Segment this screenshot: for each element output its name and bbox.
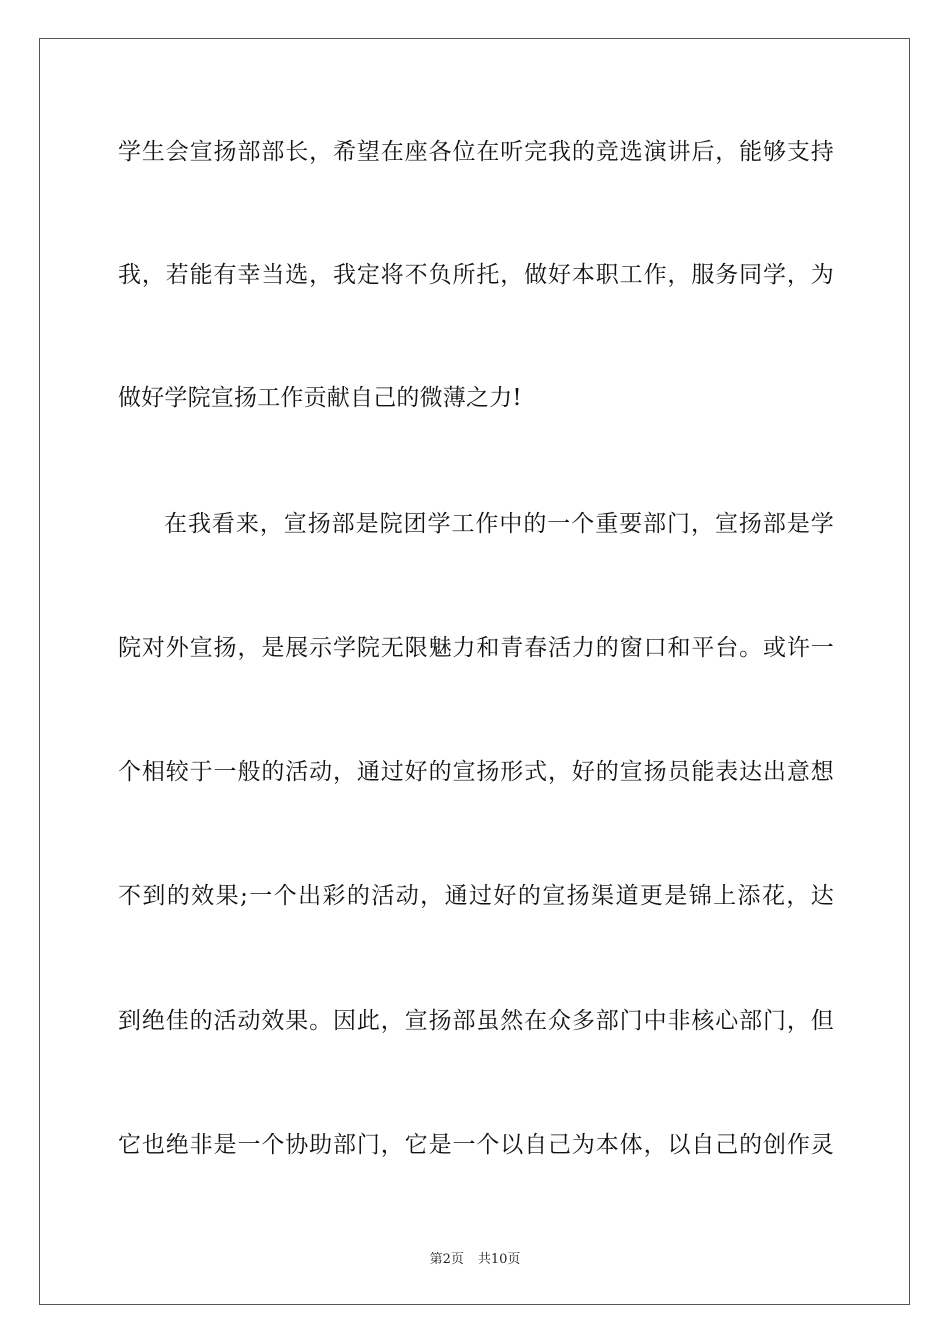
page-total: 共10页 (477, 1252, 521, 1267)
body-text-line-4: 在我看来，宣扬部是院团学工作中的一个重要部门，宣扬部是学 (164, 511, 834, 537)
page-number: 第2页 (429, 1252, 464, 1267)
body-text-line-9: 它也绝非是一个协助部门，它是一个以自己为本体，以自己的创作灵 (118, 1132, 834, 1158)
body-text-line-8: 到绝佳的活动效果。因此，宣扬部虽然在众多部门中非核心部门，但 (118, 1008, 834, 1034)
page-border (39, 38, 910, 1305)
body-text-line-1: 学生会宣扬部部长，希望在座各位在听完我的竞选演讲后，能够支持 (118, 139, 834, 165)
body-text-line-7: 不到的效果;一个出彩的活动，通过好的宣扬渠道更是锦上添花，达 (118, 883, 834, 909)
body-text-line-5: 院对外宣扬，是展示学院无限魅力和青春活力的窗口和平台。或许一 (118, 635, 834, 661)
body-text-line-2: 我，若能有幸当选，我定将不负所托，做好本职工作，服务同学，为 (118, 262, 834, 288)
body-text-line-6: 个相较于一般的活动，通过好的宣扬形式，好的宣扬员能表达出意想 (118, 759, 834, 785)
body-text-line-3: 做好学院宣扬工作贡献自己的微薄之力! (118, 385, 522, 411)
page-footer (0, 1248, 950, 1267)
